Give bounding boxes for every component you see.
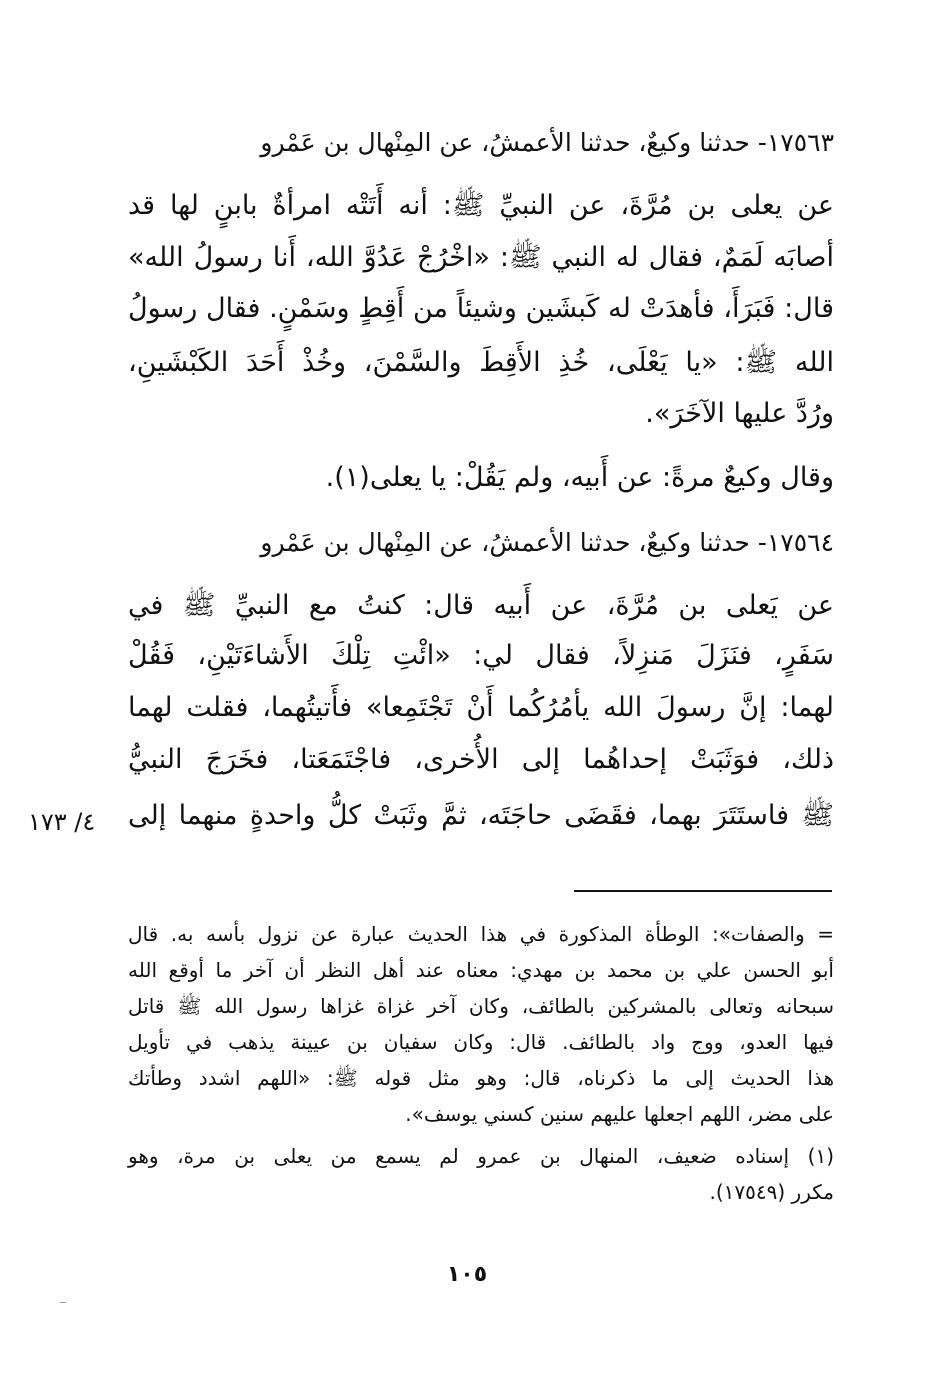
footnote-continued-line-3: سبحانه وتعالى بالمشركين بالطائف، وكان آخر غزاة غزاها رسول الله ﷺ قاتل bbox=[128, 994, 834, 1018]
hadith-17563-heading: ١٧٥٦٣- حدثنا وكيعٌ، حدثنا الأعمشُ، عن المِنْهال بن عَمْرو bbox=[260, 128, 834, 157]
footnote-1-line-2: مكرر (١٧٥٤٩). bbox=[709, 1180, 834, 1204]
scan-mark bbox=[60, 1302, 66, 1303]
footnote-1-line-1: (١) إسناده ضعيف، المنهال بن عمرو لم يسمع من يعلى بن مرة، وهو bbox=[128, 1144, 834, 1168]
hadith-17563-line-5: ورُدَّ عليها الآخَرَ». bbox=[645, 398, 834, 429]
hadith-17564-line-5: ﷺ فاستَتَرَ بهما، فقَضَى حاجَتَه، ثمَّ وثَبَتْ كلُّ واحدةٍ منهما إلى bbox=[128, 800, 834, 831]
hadith-17564-line-4: ذلك، فوَثَبَتْ إحداهُما إلى الأُخرى، فاجْتَمَعَتا، فخَرَجَ النبيُّ bbox=[128, 744, 834, 775]
hadith-17563-waki-note: وقال وكيعٌ مرةً: عن أَبيه، ولم يَقُلْ: يا يعلى(١). bbox=[325, 462, 834, 493]
footnote-continued-line-5: هذا الحديث إلى ما ذكرناه، قال: وهو مثل قوله ﷺ: «اللهم اشدد وطأتك bbox=[128, 1066, 834, 1090]
hadith-17563-line-2: أصابَه لَمَمٌ، فقال له النبي ﷺ: «اخْرُجْ عَدُوَّ الله، أَنا رسولُ الله» bbox=[128, 242, 834, 273]
page-number: ١٠٥ bbox=[446, 1262, 488, 1287]
footnote-continued-line-1: = والصفات»: الوطأة المذكورة في هذا الحديث عبارة عن نزول بأسه به. قال bbox=[128, 922, 834, 946]
footnote-continued-line-4: فيها العدو، ووج واد بالطائف. قال: وكان سفيان بن عيينة يذهب في تأويل bbox=[128, 1030, 834, 1054]
hadith-17564-line-2: سَفَرٍ، فنَزَلَ مَنزِلاً، فقال لي: «ائْتِ تِلْكَ الأَشاءَتَيْنِ، فَقُلْ bbox=[128, 640, 834, 671]
hadith-17563-line-4: الله ﷺ: «يا يَعْلَى، خُذِ الأَقِطَ والسَّمْنَ، وخُذْ أَحَدَ الكَبْشَينِ، bbox=[128, 347, 834, 378]
hadith-17564-line-3: لهما: إنَّ رسولَ الله يأمُرُكُما أَنْ تَجْتَمِعا» فأَتيتُهما، فقلت لهما bbox=[128, 692, 834, 723]
footnote-continued-line-6: على مضر، اللهم اجعلها عليهم سنين كسني يوسف». bbox=[405, 1102, 834, 1126]
hadith-17563-line-3: قال: فَبَرَأَ، فأهدَتْ له كَبشَين وشيئاً من أَقِطٍ وسَمْنٍ. فقال رسولُ bbox=[128, 293, 834, 324]
hadith-17563-line-1: عن يعلى بن مُرَّةَ، عن النبيِّ ﷺ: أنه أَتَتْه امرأةٌ بابنٍ لها قد bbox=[128, 190, 834, 221]
hadith-17564-line-1: عن يَعلى بن مُرَّةَ، عن أَبيه قال: كنتُ مع النبيِّ ﷺ في bbox=[128, 590, 834, 621]
footnote-separator bbox=[574, 890, 832, 892]
footnote-continued-line-2: أبو الحسن علي بن محمد بن مهدي: معناه عند أهل النظر أن آخر ما أوقع الله bbox=[128, 958, 834, 982]
hadith-17564-heading: ١٧٥٦٤- حدثنا وكيعٌ، حدثنا الأعمشُ، عن المِنْهال بن عَمْرو bbox=[260, 528, 834, 557]
volume-page-reference: ٤/ ١٧٣ bbox=[28, 808, 96, 836]
